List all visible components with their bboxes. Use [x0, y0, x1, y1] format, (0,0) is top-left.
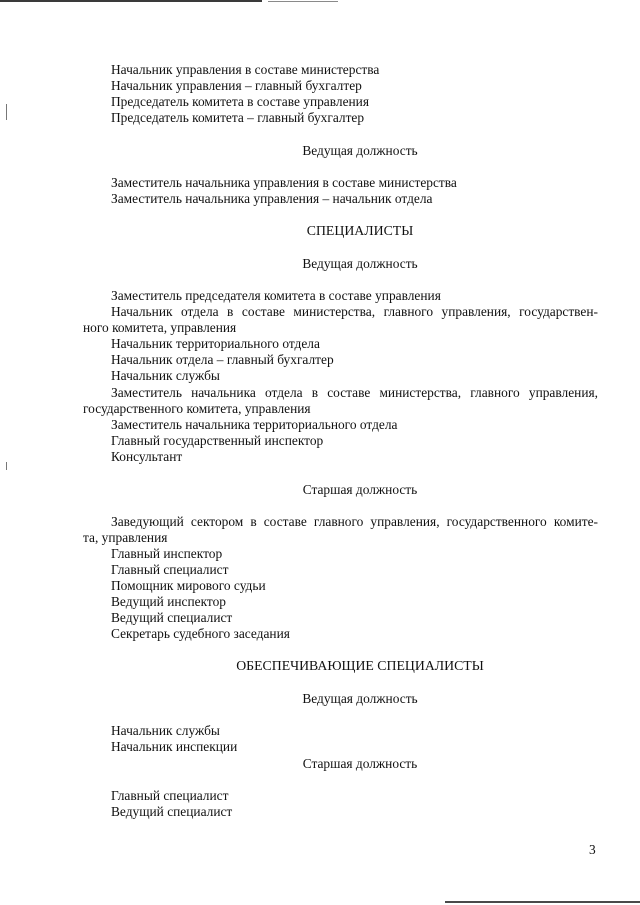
scan-mark: [6, 104, 7, 120]
position-line: [83, 385, 598, 401]
grade-heading: Ведущая должность: [302, 143, 418, 158]
position-line: [83, 304, 598, 320]
grade-heading: Ведущая должность: [302, 691, 418, 706]
position-line: Председатель комитета в составе управления: [111, 94, 370, 109]
position-line: Заместитель начальника управления – начальник отдела: [111, 191, 433, 206]
position-line-continued: ного комитета, управления: [83, 320, 237, 335]
grade-heading: Старшая должность: [302, 756, 418, 771]
position-line-continued: та, управления: [83, 530, 168, 545]
position-line: Помощник мирового судьи: [111, 578, 266, 593]
position-line: Начальник службы: [111, 723, 220, 738]
position-line: Главный государственный инспектор: [111, 433, 324, 448]
position-line: Заместитель начальника управления в составе министерства: [111, 175, 457, 190]
position-text: Начальник отдела в составе министерства, главного управления, государствен-: [111, 304, 598, 319]
position-line: [83, 514, 598, 530]
position-line: Главный специалист: [111, 562, 229, 577]
position-line: Ведущий специалист: [111, 804, 233, 819]
position-text: Заведующий сектором в составе главного управления, государственного комите-: [111, 514, 598, 529]
position-line: Начальник отдела – главный бухгалтер: [111, 352, 334, 367]
position-line: Главный инспектор: [111, 546, 223, 561]
position-line: Начальник управления в составе министерства: [111, 62, 380, 77]
position-line: Консультант: [111, 449, 183, 464]
position-text: Заместитель начальника отдела в составе министерства, главного управления,: [111, 385, 598, 400]
page-number: 3: [589, 842, 596, 857]
position-line: Заместитель председателя комитета в составе управления: [111, 288, 441, 303]
category-heading: ОБЕСПЕЧИВАЮЩИЕ СПЕЦИАЛИСТЫ: [236, 658, 484, 673]
scan-mark: [6, 462, 7, 470]
category-heading: СПЕЦИАЛИСТЫ: [306, 223, 414, 238]
position-line: Секретарь судебного заседания: [111, 626, 290, 641]
position-line: Главный специалист: [111, 788, 229, 803]
position-line: Начальник управления – главный бухгалтер: [111, 78, 362, 93]
position-line: Начальник территориального отдела: [111, 336, 320, 351]
scan-top-border-fragment: [268, 1, 338, 2]
grade-heading: Старшая должность: [302, 482, 418, 497]
position-line: Ведущий специалист: [111, 610, 233, 625]
scan-top-border: [0, 0, 262, 2]
position-line: Заместитель начальника территориального отдела: [111, 417, 398, 432]
grade-heading: Ведущая должность: [302, 256, 418, 271]
position-line: Начальник инспекции: [111, 739, 238, 754]
scan-bottom-border: [445, 901, 640, 903]
position-line: Начальник службы: [111, 368, 220, 383]
position-line-continued: государственного комитета, управления: [83, 401, 311, 416]
position-line: Председатель комитета – главный бухгалтер: [111, 110, 365, 125]
position-line: Ведущий инспектор: [111, 594, 226, 609]
